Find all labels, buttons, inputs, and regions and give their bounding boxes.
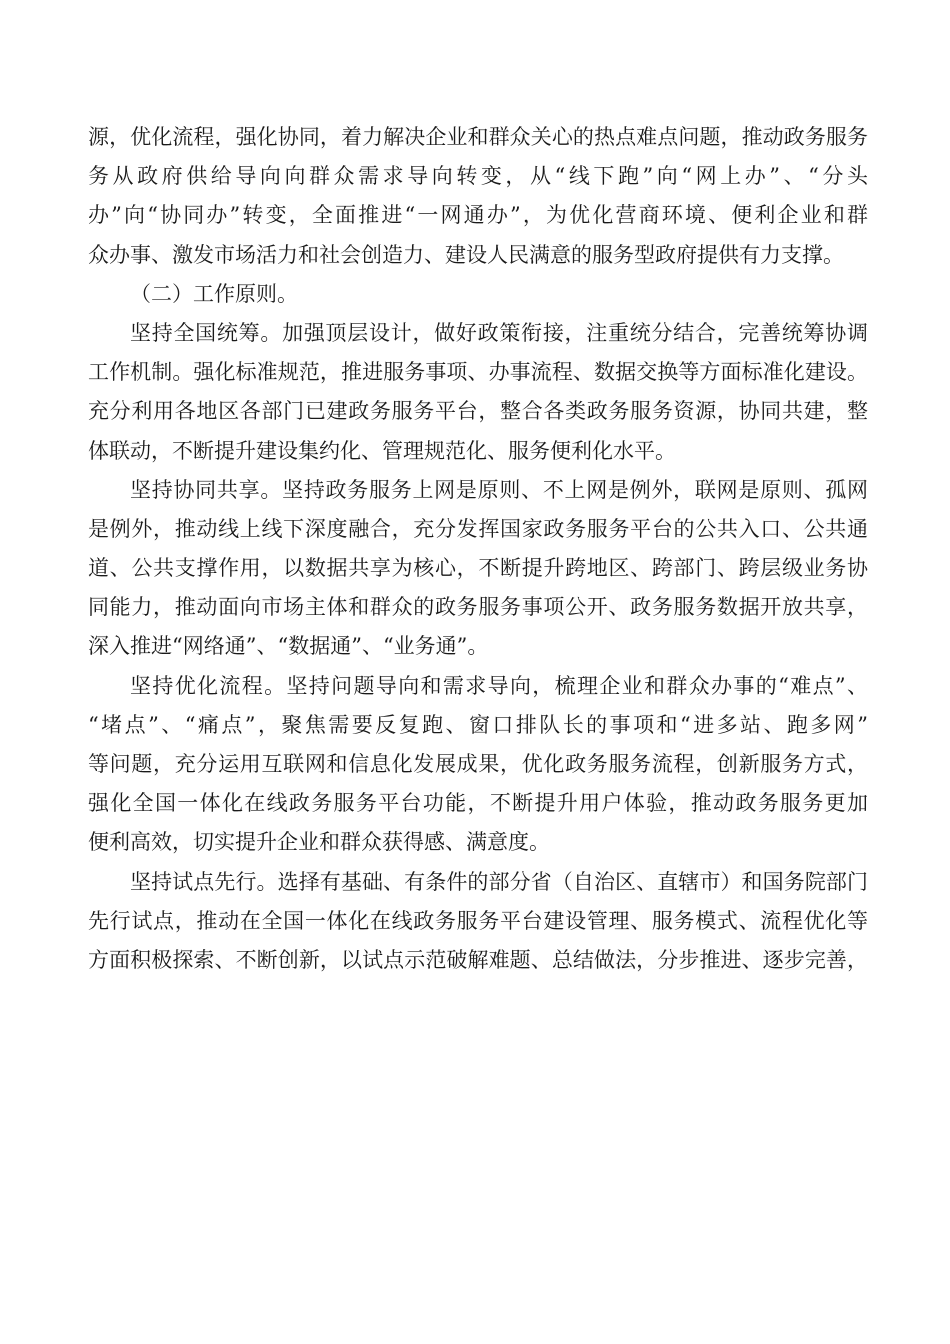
text-line: 源，优化流程，强化协同，着力解决企业和群众关心的热点难点问题，推动政务服务	[88, 125, 868, 149]
text-line: 体联动，不断提升建设集约化、管理规范化、服务便利化水平。	[88, 438, 676, 463]
text-line: 等问题，充分运用互联网和信息化发展成果，优化政务服务流程，创新服务方式，	[88, 752, 868, 776]
text-line: “堵点”、“痛点”，聚焦需要反复跑、窗口排队长的事项和“进多站、跑多网”	[88, 712, 868, 737]
text-line: 坚持全国统筹。加强顶层设计，做好政策衔接，注重统分结合，完善统筹协调	[130, 320, 868, 345]
document-body	[88, 118, 868, 980]
text-line: 先行试点，推动在全国一体化在线政务服务平台建设管理、服务模式、流程优化等	[88, 908, 868, 933]
text-line: 是例外，推动线上线下深度融合，充分发挥国家政务服务平台的公共入口、公共通	[88, 516, 868, 541]
text-line: 同能力，推动面向市场主体和群众的政务服务事项公开、政务服务数据开放共享，	[88, 595, 868, 620]
text-line: 便利高效，切实提升企业和群众获得感、满意度。	[88, 830, 550, 855]
text-line: 办”向“协同办”转变，全面推进“一网通办”，为优化营商环境、便利企业和群	[88, 203, 868, 228]
text-line: 坚持优化流程。坚持问题导向和需求导向，梳理企业和群众办事的“难点”、	[130, 673, 868, 698]
text-line: 务从政府供给导向向群众需求导向转变，从“线下跑”向“网上办”、“分头	[88, 164, 868, 189]
text-line: 道、公共支撑作用，以数据共享为核心，不断提升跨地区、跨部门、跨层级业务协	[88, 556, 868, 581]
text-line: 深入推进“网络通”、“数据通”、“业务通”。	[88, 634, 489, 659]
text-line: 坚持试点先行。选择有基础、有条件的部分省（自治区、直辖市）和国务院部门	[130, 869, 868, 894]
text-line: 工作机制。强化标准规范，推进服务事项、办事流程、数据交换等方面标准化建设。	[88, 360, 868, 385]
text-line: 方面积极探索、不断创新，以试点示范破解难题、总结做法，分步推进、逐步完善，	[88, 947, 868, 972]
text-line: 充分利用各地区各部门已建政务服务平台，整合各类政务服务资源，协同共建，整	[88, 399, 868, 424]
section-heading: （二）工作原则。	[130, 281, 298, 306]
text-line: 众办事、激发市场活力和社会创造力、建设人民满意的服务型政府提供有力支撑。	[88, 242, 844, 267]
text-line: 强化全国一体化在线政务服务平台功能，不断提升用户体验，推动政务服务更加	[88, 791, 868, 816]
text-line: 坚持协同共享。坚持政务服务上网是原则、不上网是例外，联网是原则、孤网	[130, 477, 868, 502]
